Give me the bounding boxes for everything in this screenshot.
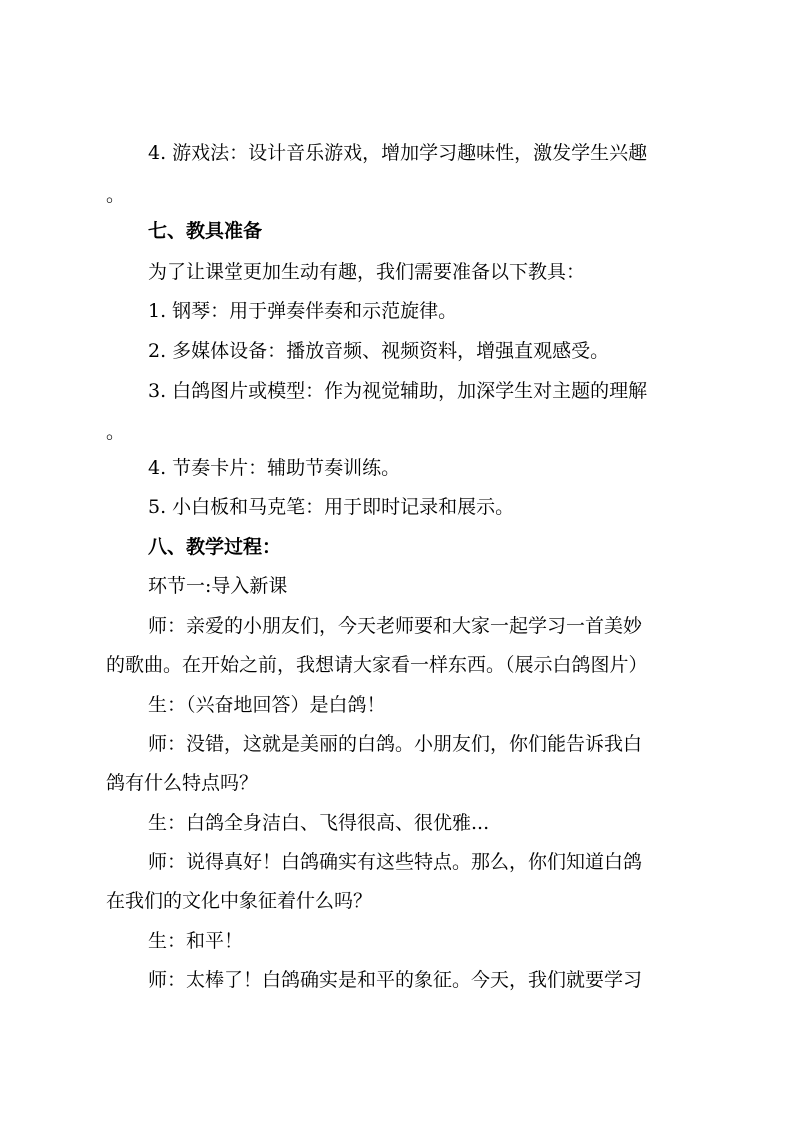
dialogue-line: 师：亲爱的小朋友们，今天老师要和大家一起学习一首美妙 (148, 615, 643, 637)
dialogue-line: 师：没错，这就是美丽的白鸽。小朋友们，你们能告诉我白 (148, 733, 643, 755)
aid-item-4: 4. 节奏卡片：辅助节奏训练。 (148, 457, 401, 479)
paragraph-intro: 为了让课堂更加生动有趣，我们需要准备以下教具： (148, 261, 586, 283)
dialogue-line: 师：太棒了！白鸽确实是和平的象征。今天，我们就要学习 (148, 969, 643, 991)
wrapped-period: 。 (106, 184, 126, 206)
aid-item-5: 5. 小白板和马克笔：用于即时记录和展示。 (148, 496, 515, 518)
section-heading-teaching-process: 八、教学过程： (148, 536, 282, 558)
dialogue-line: 师：说得真好！白鸽确实有这些特点。那么，你们知道白鸽 (148, 851, 643, 873)
dialogue-line-continued: 在我们的文化中象征着什么吗？ (106, 890, 373, 912)
aid-item-3: 3. 白鸽图片或模型：作为视觉辅助，加深学生对主题的理解 (148, 380, 648, 402)
dialogue-line: 生：和平！ (148, 930, 244, 952)
method-item-4: 4. 游戏法：设计音乐游戏，增加学习趣味性，激发学生兴趣 (148, 142, 648, 164)
section-heading-teaching-aids: 七、教具准备 (148, 220, 263, 242)
dialogue-line: 生：白鸽全身洁白、飞得很高、很优雅... (148, 812, 490, 834)
wrapped-period: 。 (106, 421, 126, 443)
aid-item-1: 1. 钢琴：用于弹奏伴奏和示范旋律。 (148, 300, 458, 322)
dialogue-line: 生：（兴奋地回答）是白鸽！ (148, 694, 386, 716)
dialogue-line-continued: 的歌曲。在开始之前，我想请大家看一样东西。（展示白鸽图片） (106, 654, 648, 676)
aid-item-2: 2. 多媒体设备：播放音频、视频资料，增强直观感受。 (148, 340, 610, 362)
subsection-heading: 环节一:导入新课 (148, 575, 288, 597)
dialogue-line-continued: 鸽有什么特点吗？ (106, 772, 259, 794)
